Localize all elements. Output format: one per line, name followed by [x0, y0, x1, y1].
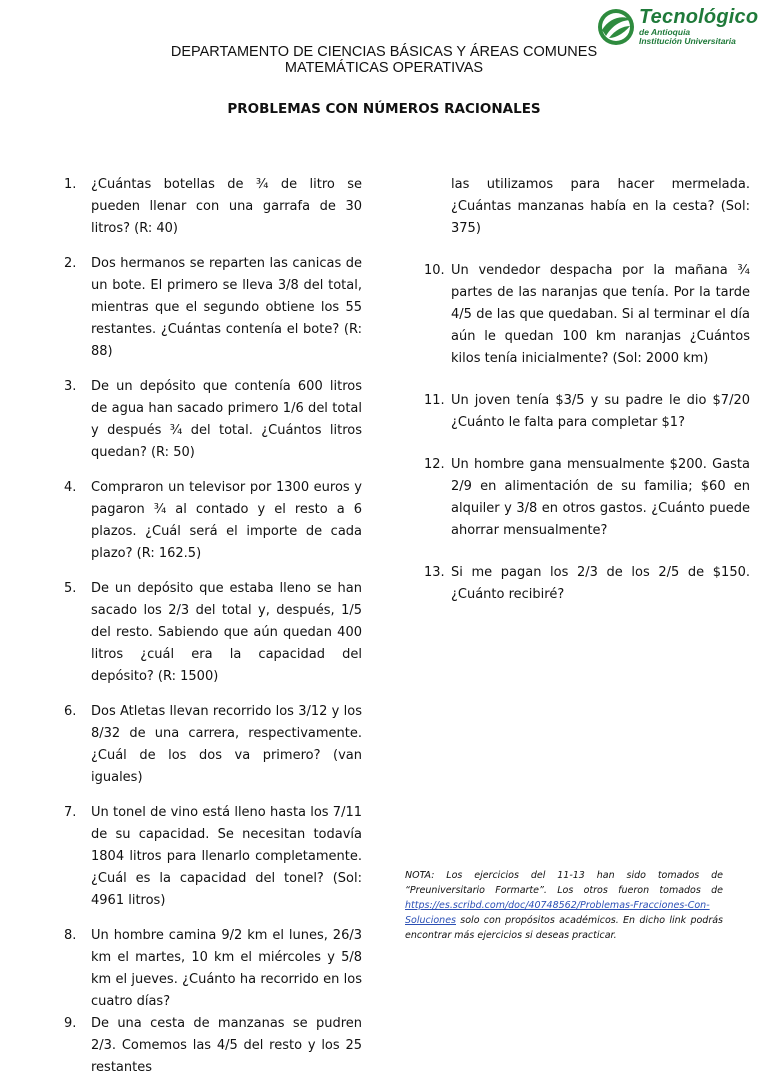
problem-text: Un joven tenía $3/5 y su padre le dio $7/20 ¿Cuánto le falta para completar $1? [451, 393, 750, 430]
source-link[interactable]: https://es.scribd.com/doc/40748562/Problemas-Fracciones-Con-Soluciones [405, 900, 710, 926]
problem-number: 10. [424, 263, 445, 278]
problem-text: Un hombre camina 9/2 km el lunes, 26/3 km el martes, 10 km el miércoles y 5/8 km el jueves. ¿Cuánto ha recorrido en los cuatro días? [91, 928, 362, 1009]
logo-subtitle: de Antioquia [639, 27, 691, 37]
problem-number: 2. [64, 256, 77, 271]
problem-continuation [424, 174, 750, 240]
problem-text: Compraron un televisor por 1300 euros y pagaron ¾ al contado y el resto a 6 plazos. ¿Cuál será el importe de cada plazo? (R: 162.5) [91, 480, 362, 561]
problem-item [64, 802, 362, 912]
problem-item [424, 260, 750, 370]
document-header [0, 44, 768, 76]
problem-text: De una cesta de manzanas se pudren 2/3. Comemos las 4/5 del resto y los 25 restantes [91, 1016, 362, 1075]
logo-emblem-icon [597, 8, 635, 46]
logo-tagline: Institución Universitaria [639, 36, 736, 46]
page-title: PROBLEMAS CON NÚMEROS RACIONALES [227, 101, 541, 117]
problems-left-column [64, 174, 362, 1079]
problem-text: las utilizamos para hacer mermelada. ¿Cuántas manzanas había en la cesta? (Sol: 375) [451, 177, 750, 236]
problem-item [424, 562, 750, 606]
problem-text: Si me pagan los 2/3 de los 2/5 de $150. ¿Cuánto recibiré? [451, 565, 750, 602]
problem-number: 13. [424, 565, 445, 580]
problem-number: 11. [424, 393, 445, 408]
problem-item [64, 376, 362, 464]
source-note [405, 868, 723, 943]
problem-number: 8. [64, 928, 77, 943]
problem-number: 1. [64, 177, 77, 192]
problem-number: 7. [64, 805, 77, 820]
problem-number: 9. [64, 1016, 77, 1031]
problem-text: Dos hermanos se reparten las canicas de un bote. El primero se lleva 3/8 del total, mientras que el segundo obtiene los 55 restantes. ¿Cuántas contenía el bote? (R: 88) [91, 256, 362, 359]
problem-text: Un hombre gana mensualmente $200. Gasta 2/9 en alimentación de su familia; $60 en alquiler y 3/8 en otros gastos. ¿Cuánto puede ahorrar mensualmente? [451, 457, 750, 538]
course-name: MATEMÁTICAS OPERATIVAS [284, 60, 484, 76]
problem-item [64, 477, 362, 565]
logo-title: Tecnológico [639, 6, 759, 28]
department-name: DEPARTAMENTO DE CIENCIAS BÁSICAS Y ÁREAS COMUNES [170, 44, 598, 60]
logo-text [639, 6, 758, 46]
problem-number: 3. [64, 379, 77, 394]
problem-text: Un vendedor despacha por la mañana ¾ partes de las naranjas que tenía. Por la tarde 4/5 de las que quedaban. Si al terminar el día aún le quedan 100 km naranjas ¿Cuántos kilos tenía inicialmente? (Sol: 2000 km) [451, 263, 750, 366]
note-prefix: NOTA: Los ejercicios del 11-13 han sido tomados de “Preuniversitario Formarte”. Los otros fueron tomados de [405, 870, 723, 896]
note-suffix: solo con propósitos académicos. En dicho link podrás encontrar más ejercicios si deseas practicar. [405, 915, 723, 941]
problem-number: 6. [64, 704, 77, 719]
problem-item [424, 454, 750, 542]
problems-right-column [424, 174, 750, 606]
problem-text: Dos Atletas llevan recorrido los 3/12 y los 8/32 de una carrera, respectivamente. ¿Cuál de los dos va primero? (van iguales) [91, 704, 362, 785]
problem-item [64, 925, 362, 1013]
problem-item [424, 390, 750, 434]
problem-item [64, 701, 362, 789]
problem-item [64, 253, 362, 363]
problem-item [64, 174, 362, 240]
problem-number: 5. [64, 581, 77, 596]
problem-text: De un depósito que estaba lleno se han sacado los 2/3 del total y, después, 1/5 del resto. Sabiendo que aún quedan 400 litros ¿cuál era la capacidad del depósito? (R: 1500) [91, 581, 362, 684]
problem-item [64, 1013, 362, 1079]
problem-number: 4. [64, 480, 77, 495]
problem-text: ¿Cuántas botellas de ¾ de litro se pueden llenar con una garrafa de 30 litros? (R: 40) [91, 177, 362, 236]
problem-item [64, 578, 362, 688]
problem-text: De un depósito que contenía 600 litros de agua han sacado primero 1/6 del total y después ¾ del total. ¿Cuántos litros quedan? (R: 50) [91, 379, 362, 460]
problem-number: 12. [424, 457, 445, 472]
problem-text: Un tonel de vino está lleno hasta los 7/11 de su capacidad. Se necesitan todavía 1804 litros para llenarlo completamente. ¿Cuál es la capacidad del tonel? (Sol: 4961 litros) [91, 805, 362, 908]
